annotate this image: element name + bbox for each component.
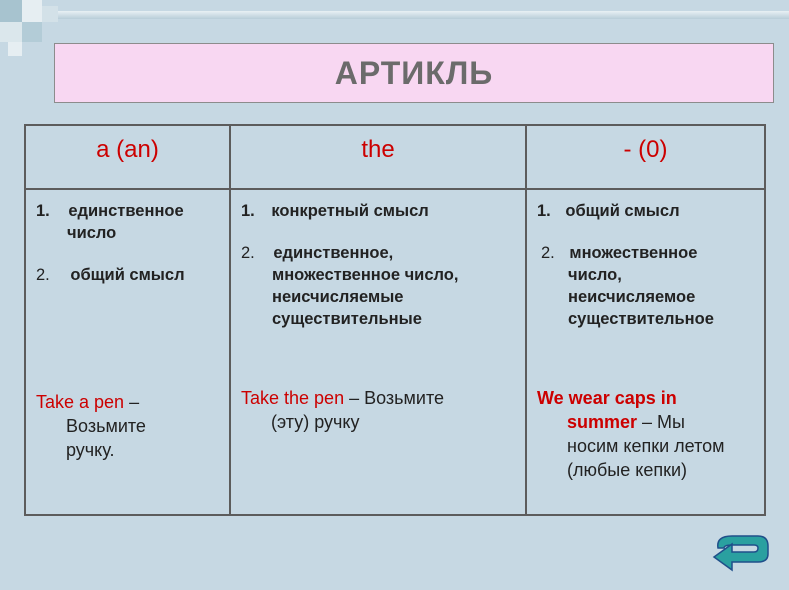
header-cell-zero	[526, 125, 765, 189]
column-header-a-an: a (an)	[96, 136, 159, 163]
top-decor-bar	[58, 11, 789, 19]
return-arrow-icon[interactable]	[710, 532, 772, 572]
point-zero-1: 1. общий смысл	[537, 202, 680, 220]
decor-square	[22, 22, 42, 42]
title-banner	[54, 43, 774, 103]
cell-a-an	[25, 189, 230, 515]
point-the-1: 1. конкретный смысл	[241, 202, 429, 220]
decor-square	[22, 0, 42, 22]
articles-table	[24, 124, 766, 516]
column-header-zero: - (0)	[623, 136, 668, 163]
cell-the	[230, 189, 526, 515]
header-cell-a	[25, 125, 230, 189]
cell-zero	[526, 189, 765, 515]
point-a-1: 1. единственное число	[36, 202, 184, 242]
decor-square	[42, 6, 58, 22]
example-a: Take a pen – Возьмите ручку.	[36, 392, 146, 460]
decor-square	[0, 0, 22, 22]
example-zero: We wear caps in summer – Мы носим кепки летом (любые кепки)	[537, 388, 725, 480]
header-cell-the	[230, 125, 526, 189]
point-the-2: 2. единственное, множественное число, неисчисляемые существительные	[241, 244, 459, 328]
column-header-the: the	[361, 136, 395, 163]
decor-square	[8, 42, 22, 56]
point-zero-2: 2. множественное число, неисчисляемое существительное	[541, 244, 714, 328]
point-a-2: 2. общий смысл	[36, 266, 185, 284]
decor-square	[0, 22, 22, 42]
table-body-row	[25, 189, 765, 515]
table-header-row	[25, 125, 765, 189]
example-the: Take the pen – Возьмите (эту) ручку	[241, 388, 445, 432]
page-title: АРТИКЛЬ	[334, 54, 494, 91]
